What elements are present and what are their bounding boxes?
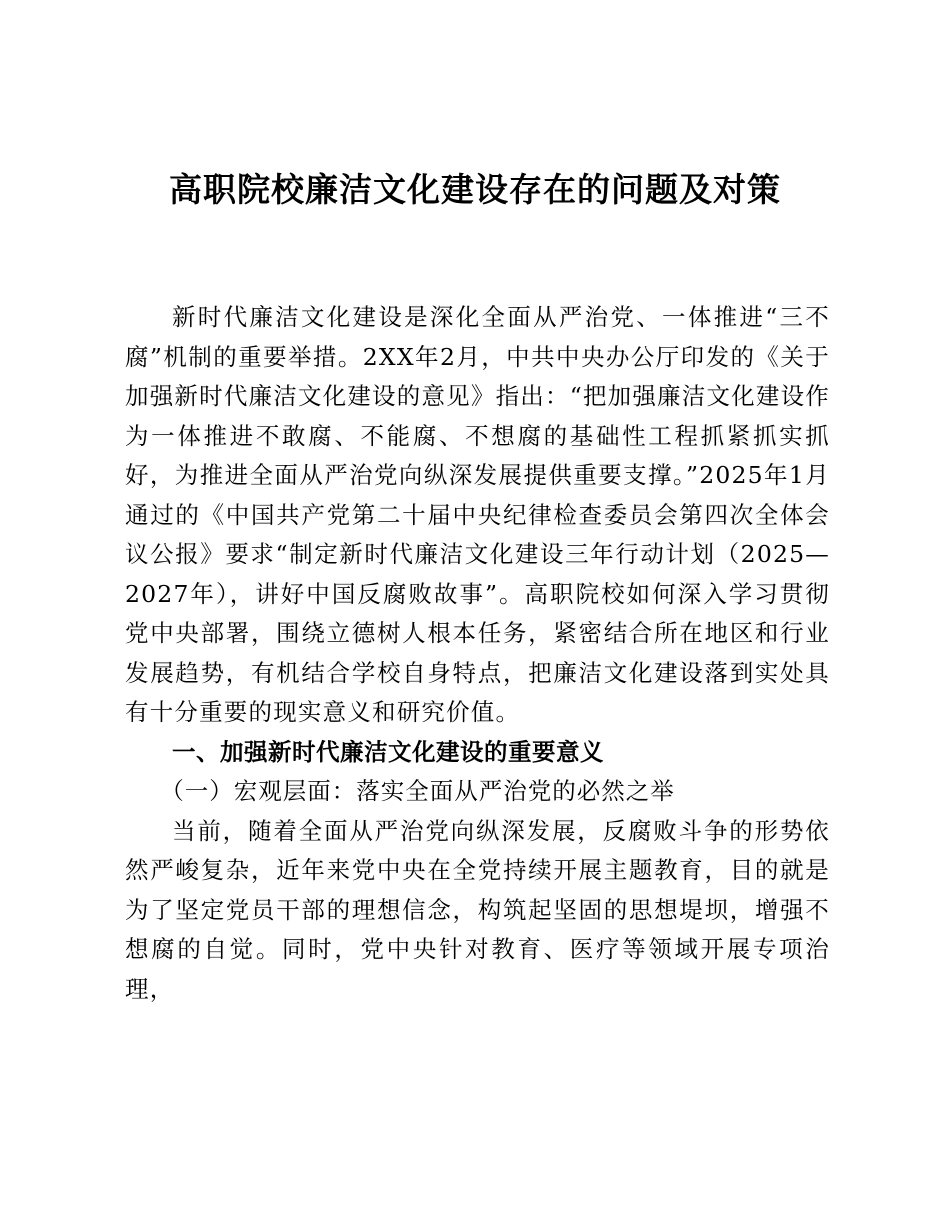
document-title: 高职院校廉洁文化建设存在的问题及对策: [169, 170, 781, 209]
subsection-heading-1-1: （一）宏观层面：落实全面从严治党的必然之举: [160, 777, 675, 805]
section-heading-1: 一、加强新时代廉洁文化建设的重要意义: [172, 737, 604, 766]
intro-paragraph: 新时代廉洁文化建设是深化全面从严治党、一体推进“三不腐”机制的重要举措。2XX年2月，中共中央办公厅印发的《关于加强新时代廉洁文化建设的意见》指出：“把加强廉洁文化建设作为一体推进不敢腐、不能腐、不想腐的基础性工程抓紧抓实抓好，为推进全面从严治党向纵深发展提供重要支撑。”2025年1月通过的《中国共产党第二十届中央纪律检查委员会第四次全体会议公报》要求“制定新时代廉洁文化建设三年行动计划（2025—2027年），讲好中国反腐败故事”。高职院校如何深入学习贯彻党中央部署，围绕立德树人根本任务，紧密结合所在地区和行业发展趋势，有机结合学校自身特点，把廉洁文化建设落到实处具有十分重要的现实意义和研究价值。: [125, 303, 830, 726]
subsection-paragraph-1-1: 当前，随着全面从严治党向纵深发展，反腐败斗争的形势依然严峻复杂，近年来党中央在全党持续开展主题教育，目的就是为了坚定党员干部的理想信念，构筑起坚固的思想堤坝，增强不想腐的自觉。同时，党中央针对教育、医疗等领域开展专项治理，: [125, 816, 830, 1003]
document-body: [125, 298, 830, 1009]
